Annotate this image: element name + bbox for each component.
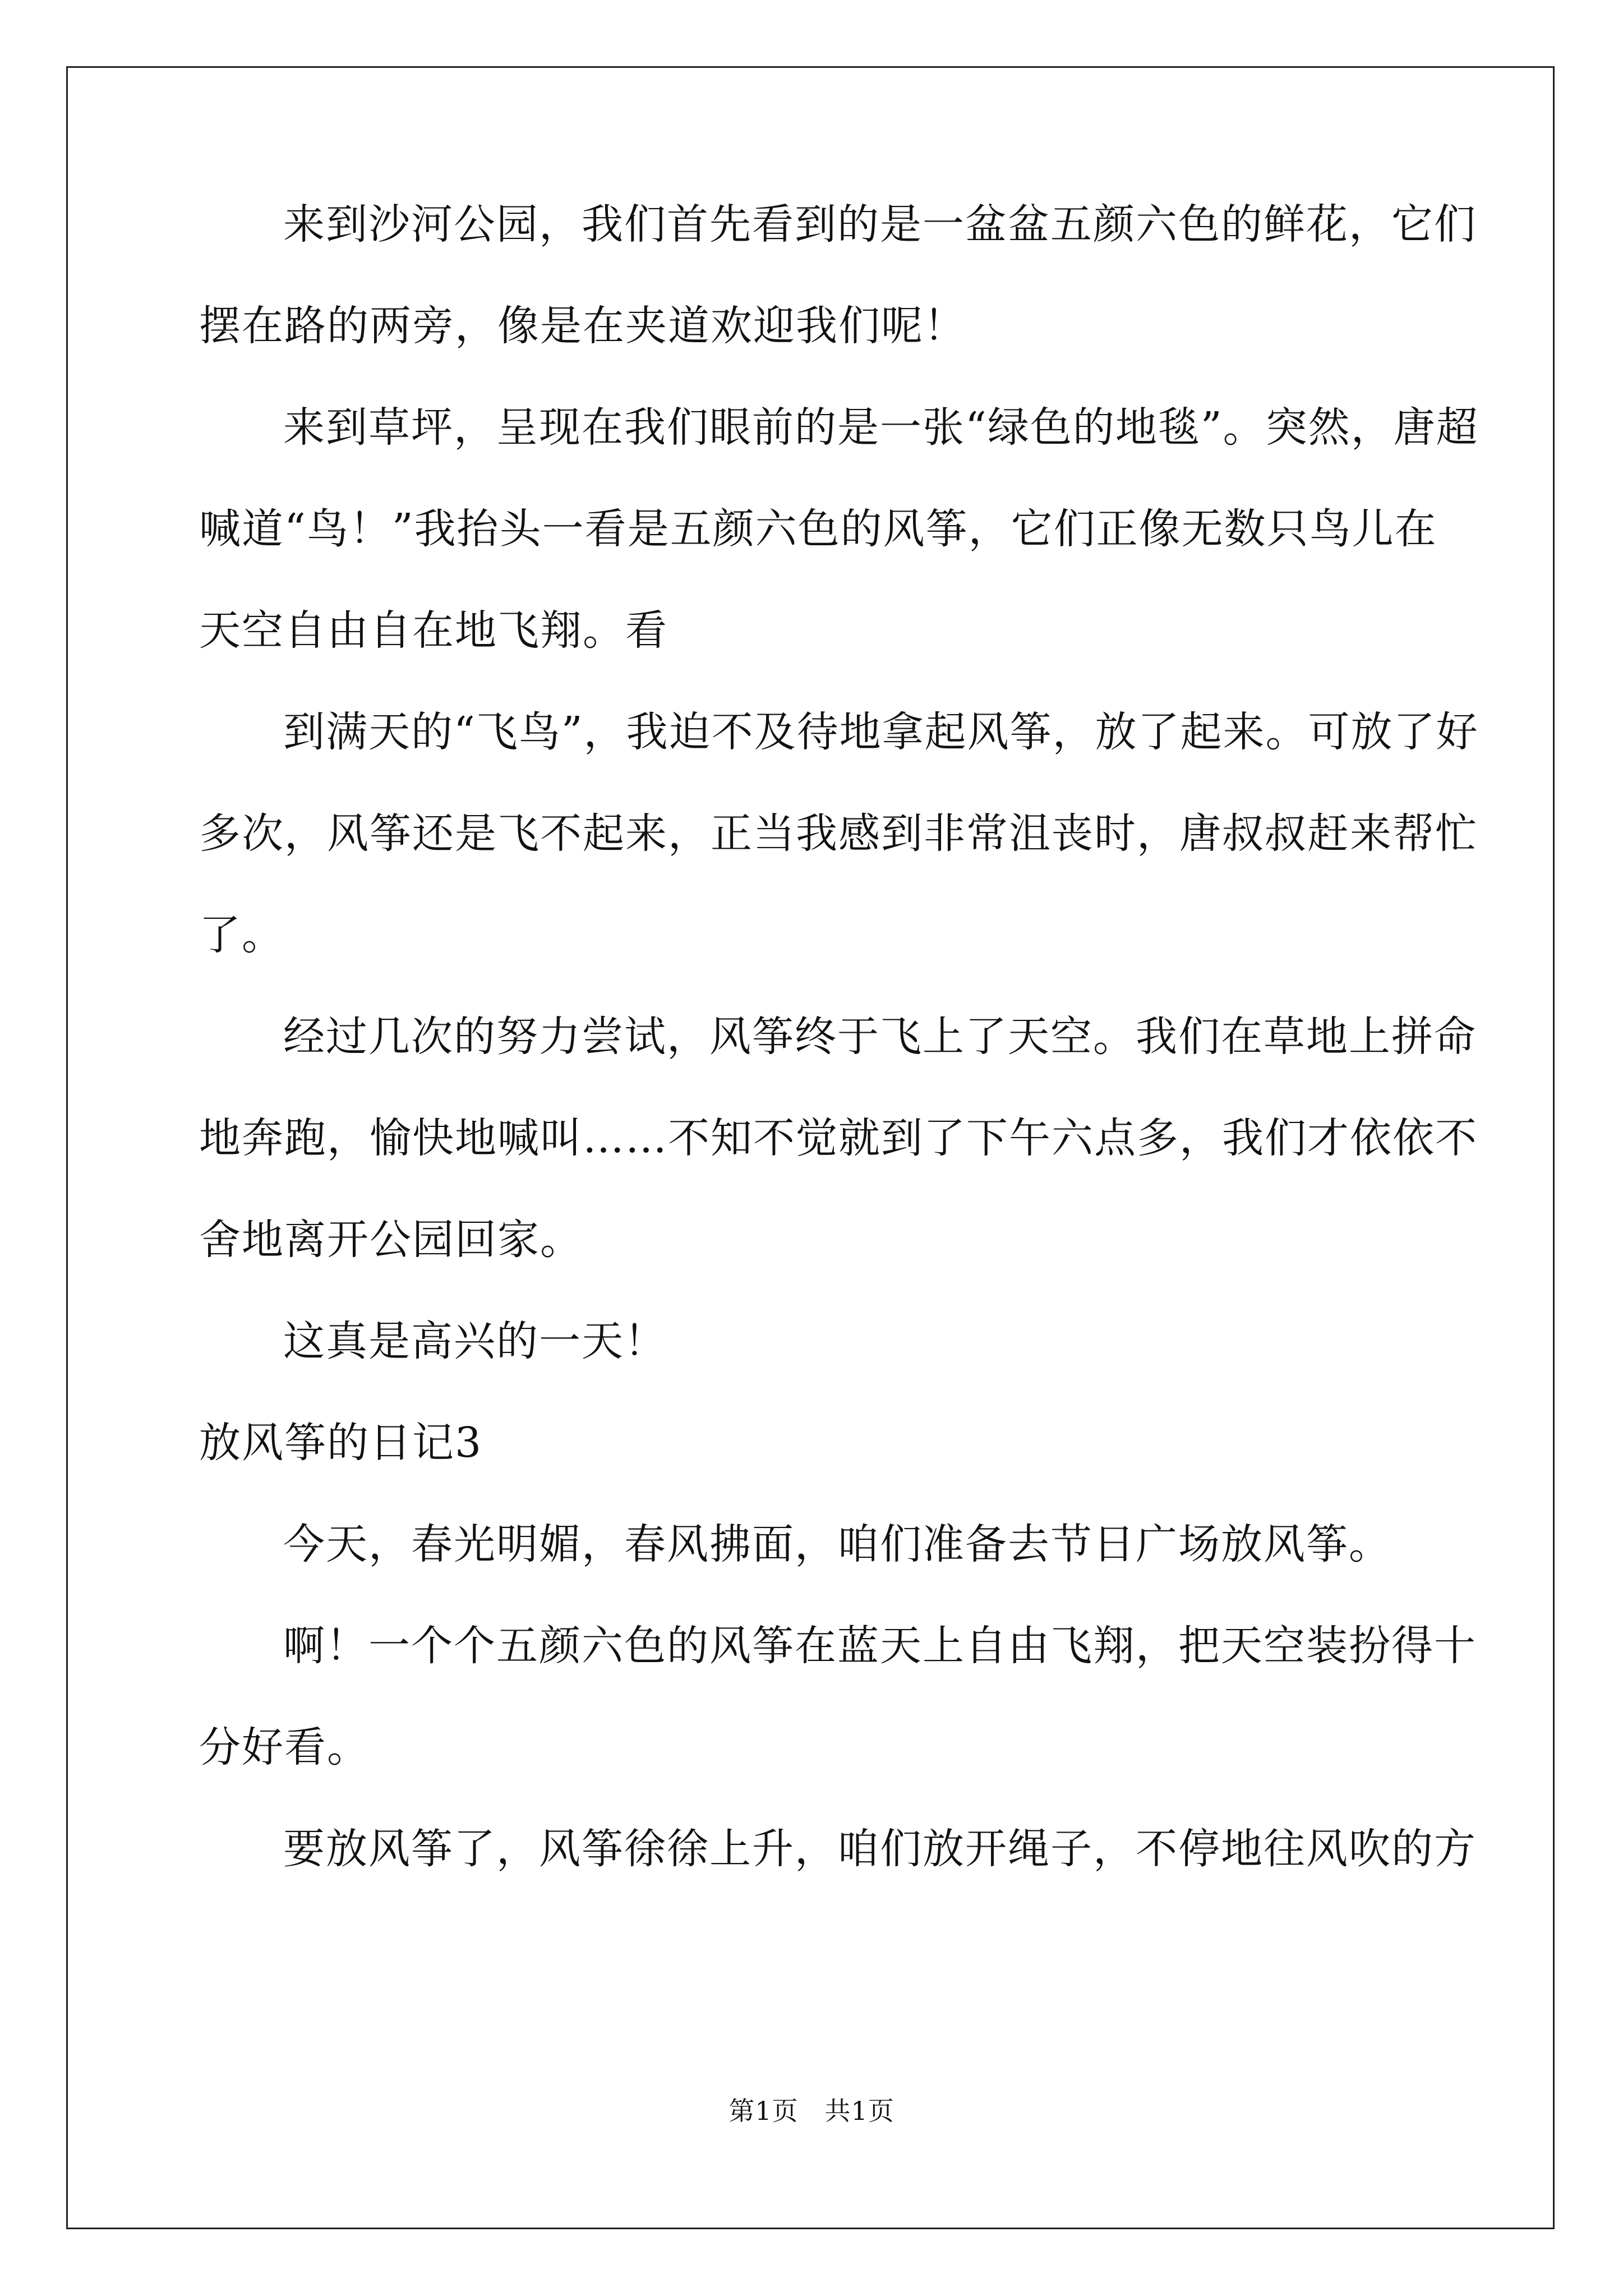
text-line: 来到草坪，呈现在我们眼前的是一张“绿色的地毯”。突然，唐超 bbox=[283, 403, 1479, 452]
text-line: 天空自由自在地飞翔。看 bbox=[199, 606, 668, 655]
paragraph-8 bbox=[199, 1824, 1477, 1874]
paragraph-2 bbox=[199, 402, 1479, 656]
paragraph-1 bbox=[199, 199, 1477, 351]
document-body bbox=[199, 199, 1479, 1925]
text-line: 来到沙河公园，我们首先看到的是一盆盆五颜六色的鲜花，它们 bbox=[283, 200, 1477, 249]
text-line: 今天，春光明媚，春风拂面，咱们准备去节日广场放风筝。 bbox=[283, 1520, 1391, 1568]
text-line: 了。 bbox=[199, 911, 284, 959]
text-line: 经过几次的努力尝试，风筝终于飞上了天空。我们在草地上拼命 bbox=[283, 1013, 1477, 1061]
text-line: 喊道“鸟！”我抬头一看是五颜六色的风筝，它们正像无数只鸟儿在 bbox=[199, 505, 1437, 553]
paragraph-7 bbox=[199, 1621, 1477, 1773]
paragraph-4 bbox=[199, 1011, 1478, 1265]
text-line: 要放风筝了，风筝徐徐上升，咱们放开绳子，不停地往风吹的方 bbox=[283, 1825, 1477, 1873]
paragraph-5 bbox=[199, 1316, 1424, 1366]
text-line: 摆在路的两旁，像是在夹道欢迎我们呢！ bbox=[199, 302, 966, 350]
text-line: 到满天的“飞鸟”，我迫不及待地拿起风筝，放了起来。可放了好 bbox=[283, 708, 1479, 756]
paragraph-3 bbox=[199, 707, 1479, 960]
page-footer: 第1页 共1页 bbox=[728, 2096, 895, 2126]
text-line: 多次，风筝还是飞不起来，正当我感到非常沮丧时，唐叔叔赶来帮忙 bbox=[199, 809, 1478, 858]
text-line: 这真是高兴的一天！ bbox=[283, 1317, 667, 1365]
text-line: 舍地离开公园回家。 bbox=[199, 1216, 583, 1264]
text-line: 地奔跑，愉快地喊叫……不知不觉就到了下午六点多，我们才依依不 bbox=[199, 1114, 1478, 1162]
text-line: 分好看。 bbox=[199, 1723, 370, 1772]
text-line: 啊！一个个五颜六色的风筝在蓝天上自由飞翔，把天空装扮得十 bbox=[283, 1622, 1477, 1670]
section-heading bbox=[199, 1418, 1424, 1468]
heading-text: 放风筝的日记3 bbox=[199, 1419, 483, 1467]
paragraph-6 bbox=[199, 1519, 1424, 1570]
